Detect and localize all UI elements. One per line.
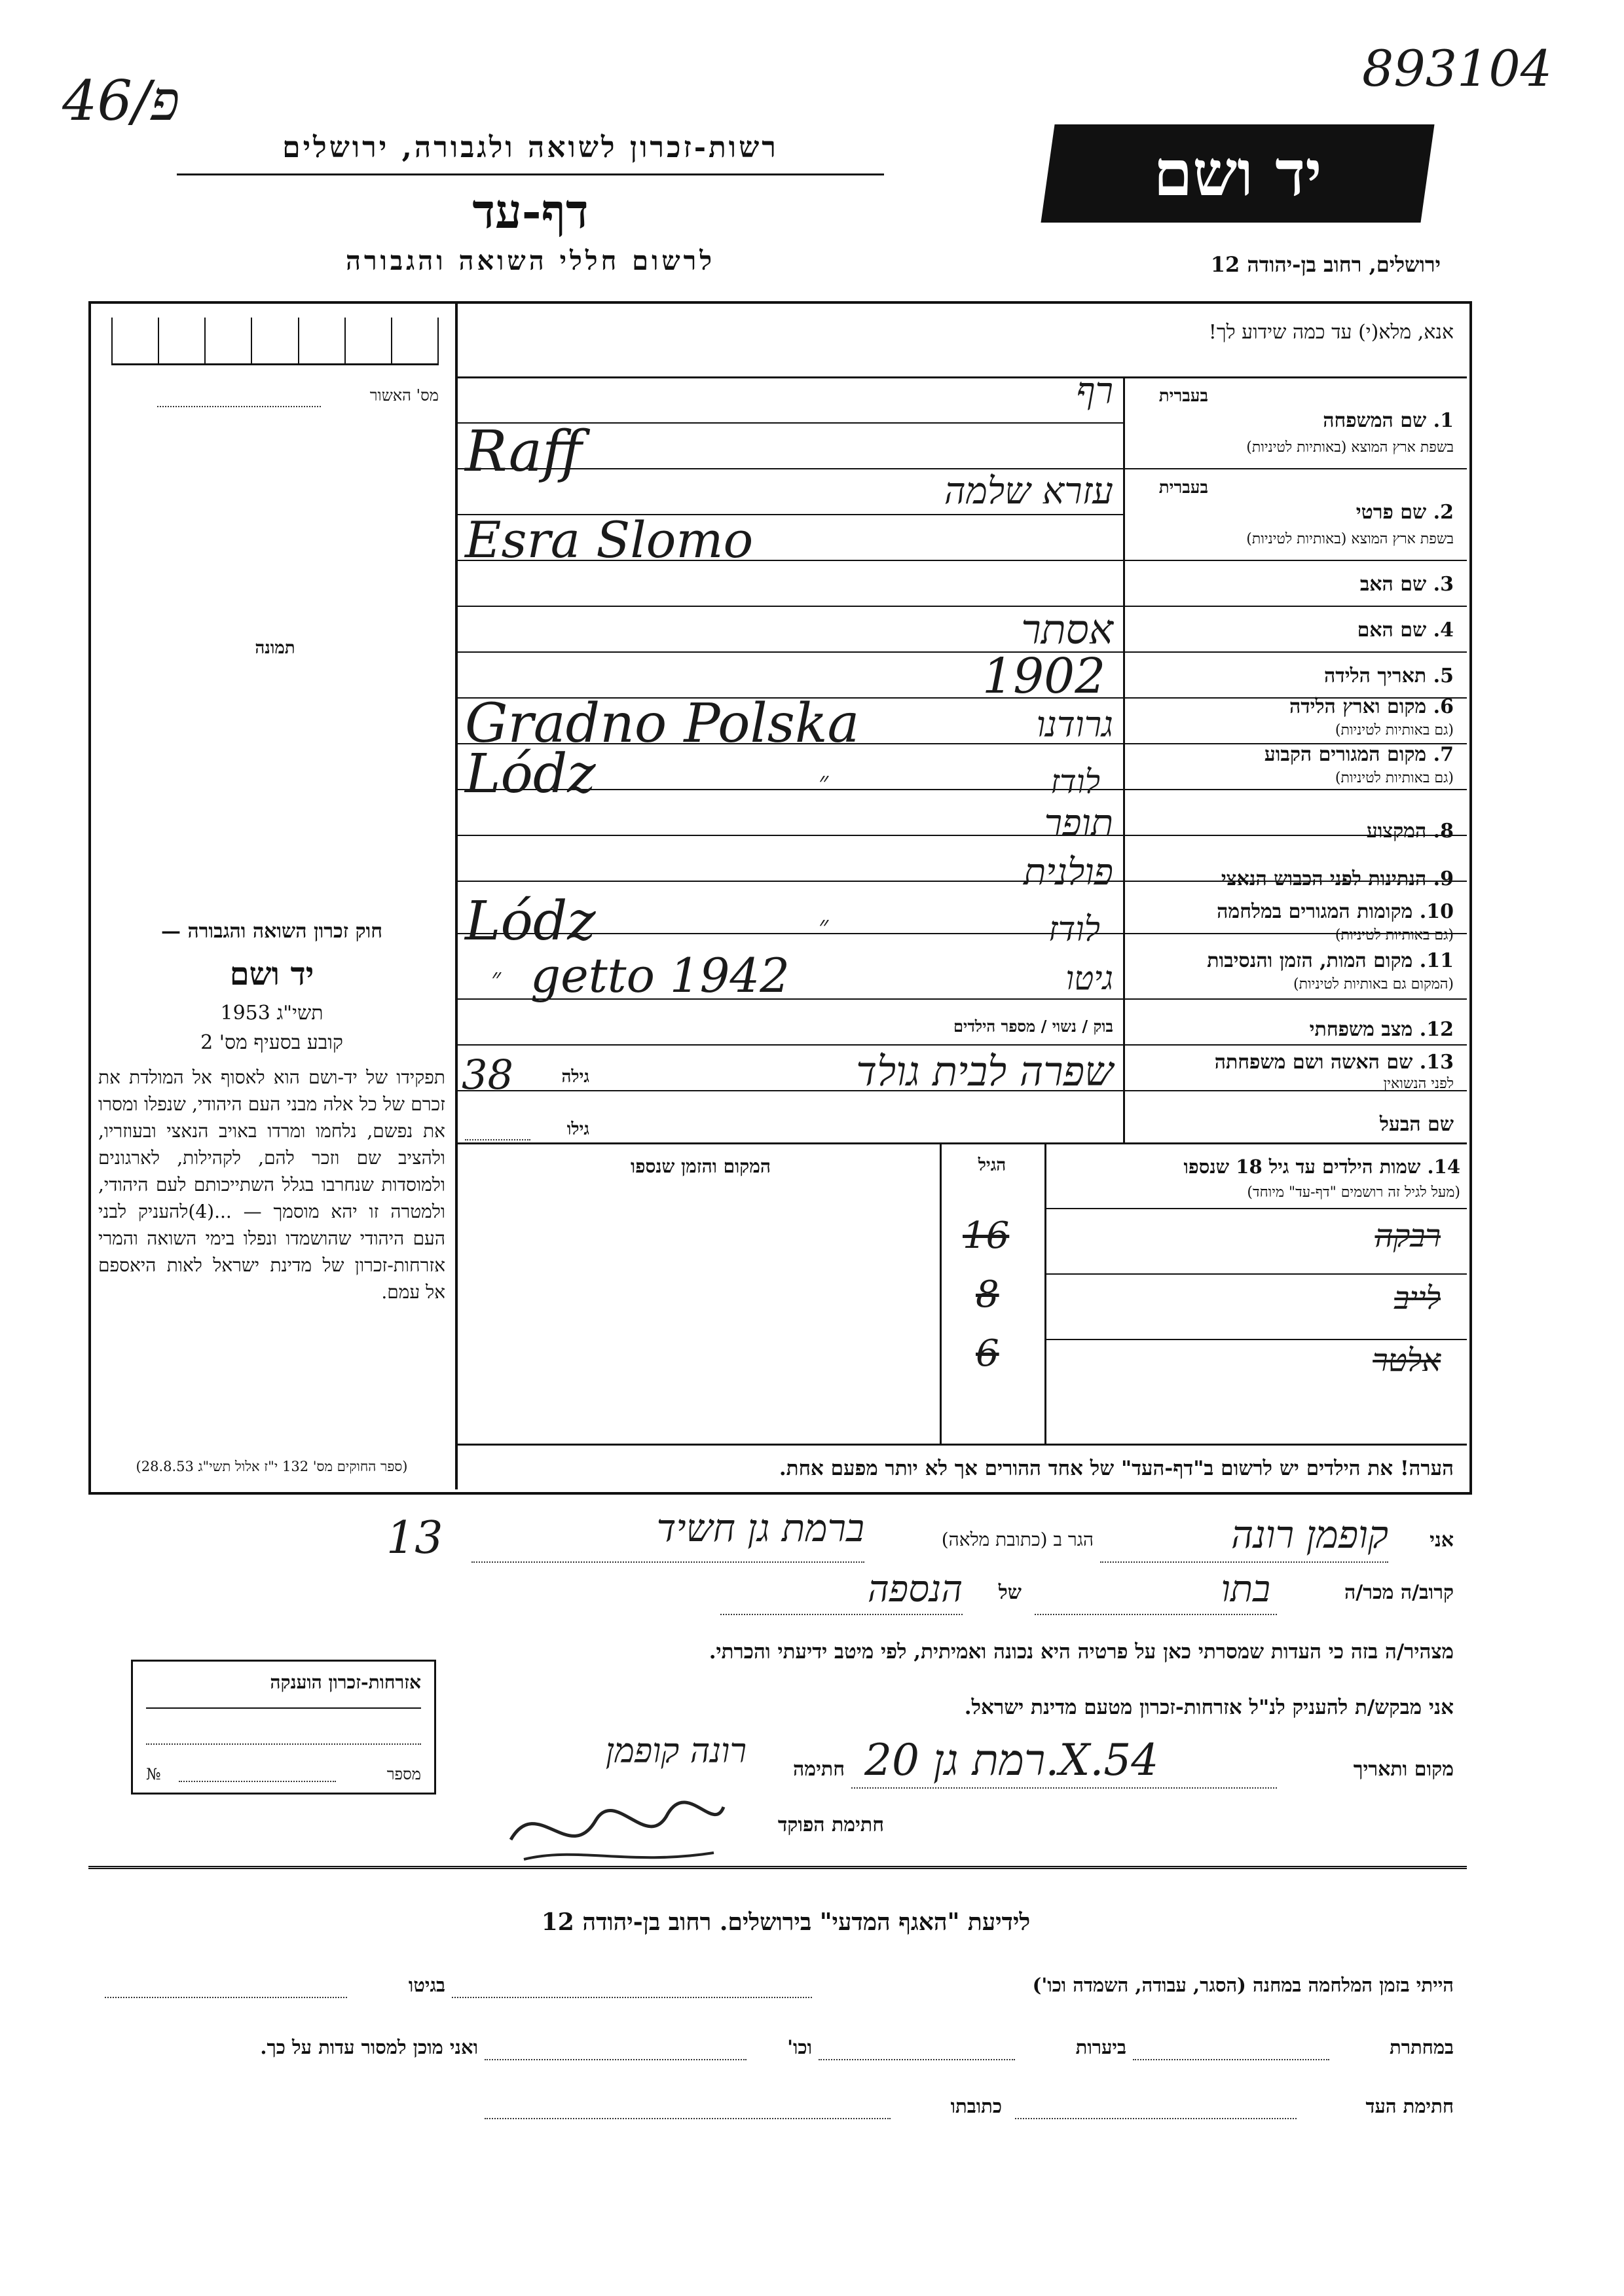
husband-label: שם הבעל: [1379, 1113, 1454, 1136]
field-12-label: 12. מצב משפחתי: [1309, 1018, 1454, 1041]
declarant-address-label: הגר ב (כתובת מלאה): [941, 1529, 1094, 1550]
forests-line[interactable]: [819, 2059, 1015, 2060]
testimony-offer: ואני מוכן למסור עדות על כך.: [260, 2036, 478, 2058]
signature-label: חתימה: [793, 1758, 845, 1781]
of-label: של: [998, 1581, 1022, 1604]
age-label: גילה: [561, 1067, 589, 1087]
age2-line[interactable]: [465, 1139, 530, 1140]
field-13-value[interactable]: שפרה לבית גולד: [856, 1048, 1113, 1095]
children-age-header: הגיל: [978, 1156, 1006, 1175]
intro-text: אנא, מלא(י) עד כמה שידוע לך!: [1208, 321, 1454, 344]
address-label: כתובתו: [950, 2095, 1002, 2117]
field-4-value[interactable]: אסתר: [1021, 606, 1113, 653]
citizenship-number-sign: №: [146, 1765, 161, 1783]
children-place-header: המקום והזמן שנספו: [631, 1156, 771, 1177]
signature-value[interactable]: רונה קופמן: [605, 1732, 747, 1771]
field-6-sub: (גם באותיות לטיניות): [1335, 722, 1454, 738]
field-2-sub: בשפת ארץ המוצא (באותיות לטיניות): [1246, 531, 1454, 547]
child-1-age[interactable]: 16: [963, 1214, 1010, 1257]
children-sub: (מעל לגיל זה רושמים "דף-עד" מיוחד): [1247, 1184, 1460, 1201]
authority-name: רשות-זכרון לשואה ולגבורה, ירושלים: [282, 131, 779, 164]
bottom-line1-label: הייתי בזמן המלחמה במחנה (הסגר, עבודה, השמדה וכו'): [1032, 1974, 1454, 1996]
law-text: תפקידו של יד-ושם הוא לאסוף אל המולדת את זכרם של כל אלה מבני העם היהודי, שנפלו ומסרו את נפשם, נלחמו ומרדו באויב הנאצי ובעוזריו, ולהציב שם וזכר להם, לקהילות, לארגונים ולמוסדות שנחרבו בגלל השתייכותם לעם היהודי, ולמטרה זו יהא מוסמך — ...(4)להעניק לבני העם היהודי שהושמדו ונפלו בימי השואה והמרי אזרחות-זכרון של מדינת ישראל לאות היאספם אל עמם.: [98, 1066, 445, 1303]
field-1-hebrew-tag: בעברית: [1158, 386, 1208, 406]
child-3-name[interactable]: אלטר: [1373, 1342, 1441, 1379]
field-6-value[interactable]: Gradno Polska: [465, 693, 860, 755]
child-2-name[interactable]: לייב: [1394, 1280, 1441, 1317]
child-1-name[interactable]: רבקה: [1375, 1218, 1441, 1254]
official-signature-label: חתימת הפוקד: [777, 1813, 884, 1836]
field-7-value[interactable]: Lódz: [465, 743, 596, 805]
place-date-value[interactable]: רמת גן 20.X.54: [864, 1735, 1159, 1785]
of-name-value[interactable]: הנספה: [867, 1568, 963, 1611]
bottom-heading: לידיעת "האגף המדעי" בירושלים. רחוב בן-יהודה 12: [541, 1908, 1031, 1936]
header-address: ירושלים, רחוב בן-יהודה 12: [1210, 252, 1441, 277]
ghetto-line[interactable]: [105, 1997, 347, 1998]
bottom-divider: [88, 1866, 1467, 1869]
citizenship-box: [131, 1660, 436, 1795]
citizenship-box-title: אזרחות-זכרון הוענקה: [270, 1671, 421, 1693]
field-1-value[interactable]: Raff: [465, 419, 582, 484]
declarant-name[interactable]: קופמן רונה: [1230, 1512, 1388, 1557]
field-2-hebrew-tag: בעברית: [1158, 478, 1208, 498]
field-9-value[interactable]: פולנית: [1024, 851, 1113, 894]
field-4-label: 4. שם האם: [1357, 619, 1454, 642]
field-10-ditto: ״: [819, 911, 829, 941]
field-3-label: 3. שם האב: [1359, 573, 1454, 596]
citizenship-number-line[interactable]: [179, 1781, 336, 1782]
field-5-value[interactable]: 1902: [982, 648, 1106, 704]
child-3-age[interactable]: 6: [976, 1332, 999, 1375]
field-11-ditto: ״: [491, 963, 502, 993]
underground-label: במחתרת: [1390, 2036, 1454, 2058]
witness-signature-label: חתימת העד: [1365, 2095, 1454, 2117]
yad-vashem-logo: [1041, 124, 1434, 223]
camp-line[interactable]: [452, 1997, 812, 1998]
age2-label: גילו: [566, 1120, 589, 1139]
cert-number-line[interactable]: [157, 406, 321, 407]
form-subtitle: לרשום חללי השואה והגבורה: [345, 246, 716, 276]
children-note: הערה! את הילדים יש לרשום ב"דף-העד" של אחד ההורים אך לא יותר מפעם אחת.: [779, 1457, 1454, 1480]
marital-options: בוק / נשוי / מספר הילדים: [953, 1017, 1113, 1036]
field-7-label: 7. מקום המגורים הקבוע: [1264, 743, 1454, 766]
official-signature-scribble: [498, 1768, 733, 1872]
cert-number-label: מס' האשור: [369, 386, 439, 405]
field-11-value-hebrew[interactable]: גיטו: [1065, 959, 1113, 997]
field-10-value[interactable]: Lódz: [465, 890, 596, 953]
citizenship-request: אני מבקש/ת להעניק לנ"ל אזרחות-זכרון מטעם מדינת ישראל.: [964, 1696, 1454, 1719]
field-1-sub: בשפת ארץ המוצא (באותיות לטיניות): [1246, 439, 1454, 456]
field-6-label: 6. מקום וארץ הלידה: [1289, 695, 1454, 718]
child-2-age[interactable]: 8: [976, 1273, 999, 1316]
archive-number-left: 46/פ: [62, 69, 180, 133]
bottom-ghetto-label: בגיטו: [408, 1974, 445, 1996]
field-2-value-hebrew[interactable]: עזרא שלמה: [944, 470, 1113, 513]
relative-label: קרוב/ה מכר/ה: [1344, 1581, 1454, 1604]
witness-signature-line[interactable]: [1015, 2118, 1297, 2119]
field-8-value[interactable]: תופר: [1044, 802, 1113, 845]
field-8-label: 8. המקצוע: [1366, 820, 1454, 843]
field-7-ditto: ״: [819, 767, 829, 797]
declarant-i-label: אני: [1430, 1529, 1454, 1552]
etc-label: וכו': [787, 2036, 812, 2058]
age-value[interactable]: 38: [462, 1051, 513, 1099]
field-7-value-hebrew[interactable]: לודז: [1050, 763, 1100, 801]
underground-line[interactable]: [1133, 2059, 1329, 2060]
form-title: דף-עד: [472, 183, 589, 239]
field-10-label: 10. מקומות המגורים במלחמה: [1217, 900, 1454, 923]
law-year: תשי"ג 1953: [220, 1002, 323, 1025]
field-2-label: 2. שם פרטי: [1356, 501, 1454, 524]
citizenship-number-label: מספר: [386, 1765, 421, 1783]
cert-boxes: [111, 318, 439, 363]
field-10-value-hebrew[interactable]: לודז: [1048, 910, 1100, 949]
margin-number: 13: [386, 1512, 443, 1564]
place-date-label: מקום ותאריך: [1353, 1758, 1454, 1781]
field-10-sub: (גם באותיות לטיניות): [1335, 927, 1454, 943]
field-13-sub: לפני הנשואין: [1383, 1076, 1454, 1092]
archive-number-right: 893104: [1362, 39, 1553, 98]
field-6-value-hebrew[interactable]: גרודנו: [1036, 704, 1113, 745]
forests-label: ביערות: [1075, 2036, 1126, 2058]
field-9-label: 9. הנתינות לפני הכבוש הנאצי: [1221, 867, 1454, 890]
field-1-value-hebrew[interactable]: רף: [1076, 370, 1113, 412]
address-line[interactable]: [485, 2118, 891, 2119]
field-13-label: 13. שם האשה ושם משפחתה: [1214, 1051, 1454, 1074]
children-label: 14. שמות הילדים עד גיל 18 שנספו: [1183, 1156, 1460, 1178]
field-5-label: 5. תאריך הלידה: [1324, 665, 1454, 687]
law-clause: קובע בסעיף מס' 2: [200, 1031, 343, 1054]
photo-label: תמונה: [255, 638, 295, 658]
law-name: יד ושם: [229, 956, 314, 993]
field-1-label: 1. שם המשפחה: [1323, 409, 1454, 432]
field-11-value[interactable]: getto 1942: [530, 948, 790, 1003]
field-11-label: 11. מקום המות, הזמן והנסיבות: [1207, 949, 1454, 972]
declaration-statement: מצהיר/ה בזה כי העדות שמסרתי כאן על פרטיה היא נכונה ואמיתית, לפי מיטב ידיעתי והכרתי.: [709, 1640, 1454, 1664]
field-2-value[interactable]: Esra Slomo: [465, 511, 754, 569]
declarant-address[interactable]: ברמת גן חשיד: [656, 1506, 864, 1550]
relation-value[interactable]: בתו: [1221, 1568, 1270, 1611]
law-title: חוק זכרון השואה והגבורה —: [161, 920, 382, 943]
field-7-sub: (גם באותיות לטיניות): [1335, 770, 1454, 786]
etc-line[interactable]: [485, 2059, 747, 2060]
law-reference: (ספר החוקים מס' 132 י"ז אלול תשי"ג 28.8.53): [136, 1459, 408, 1474]
field-11-sub: (המקום גם באותיות לטיניות): [1293, 976, 1454, 993]
logo-text: יד ושם: [1153, 136, 1322, 210]
